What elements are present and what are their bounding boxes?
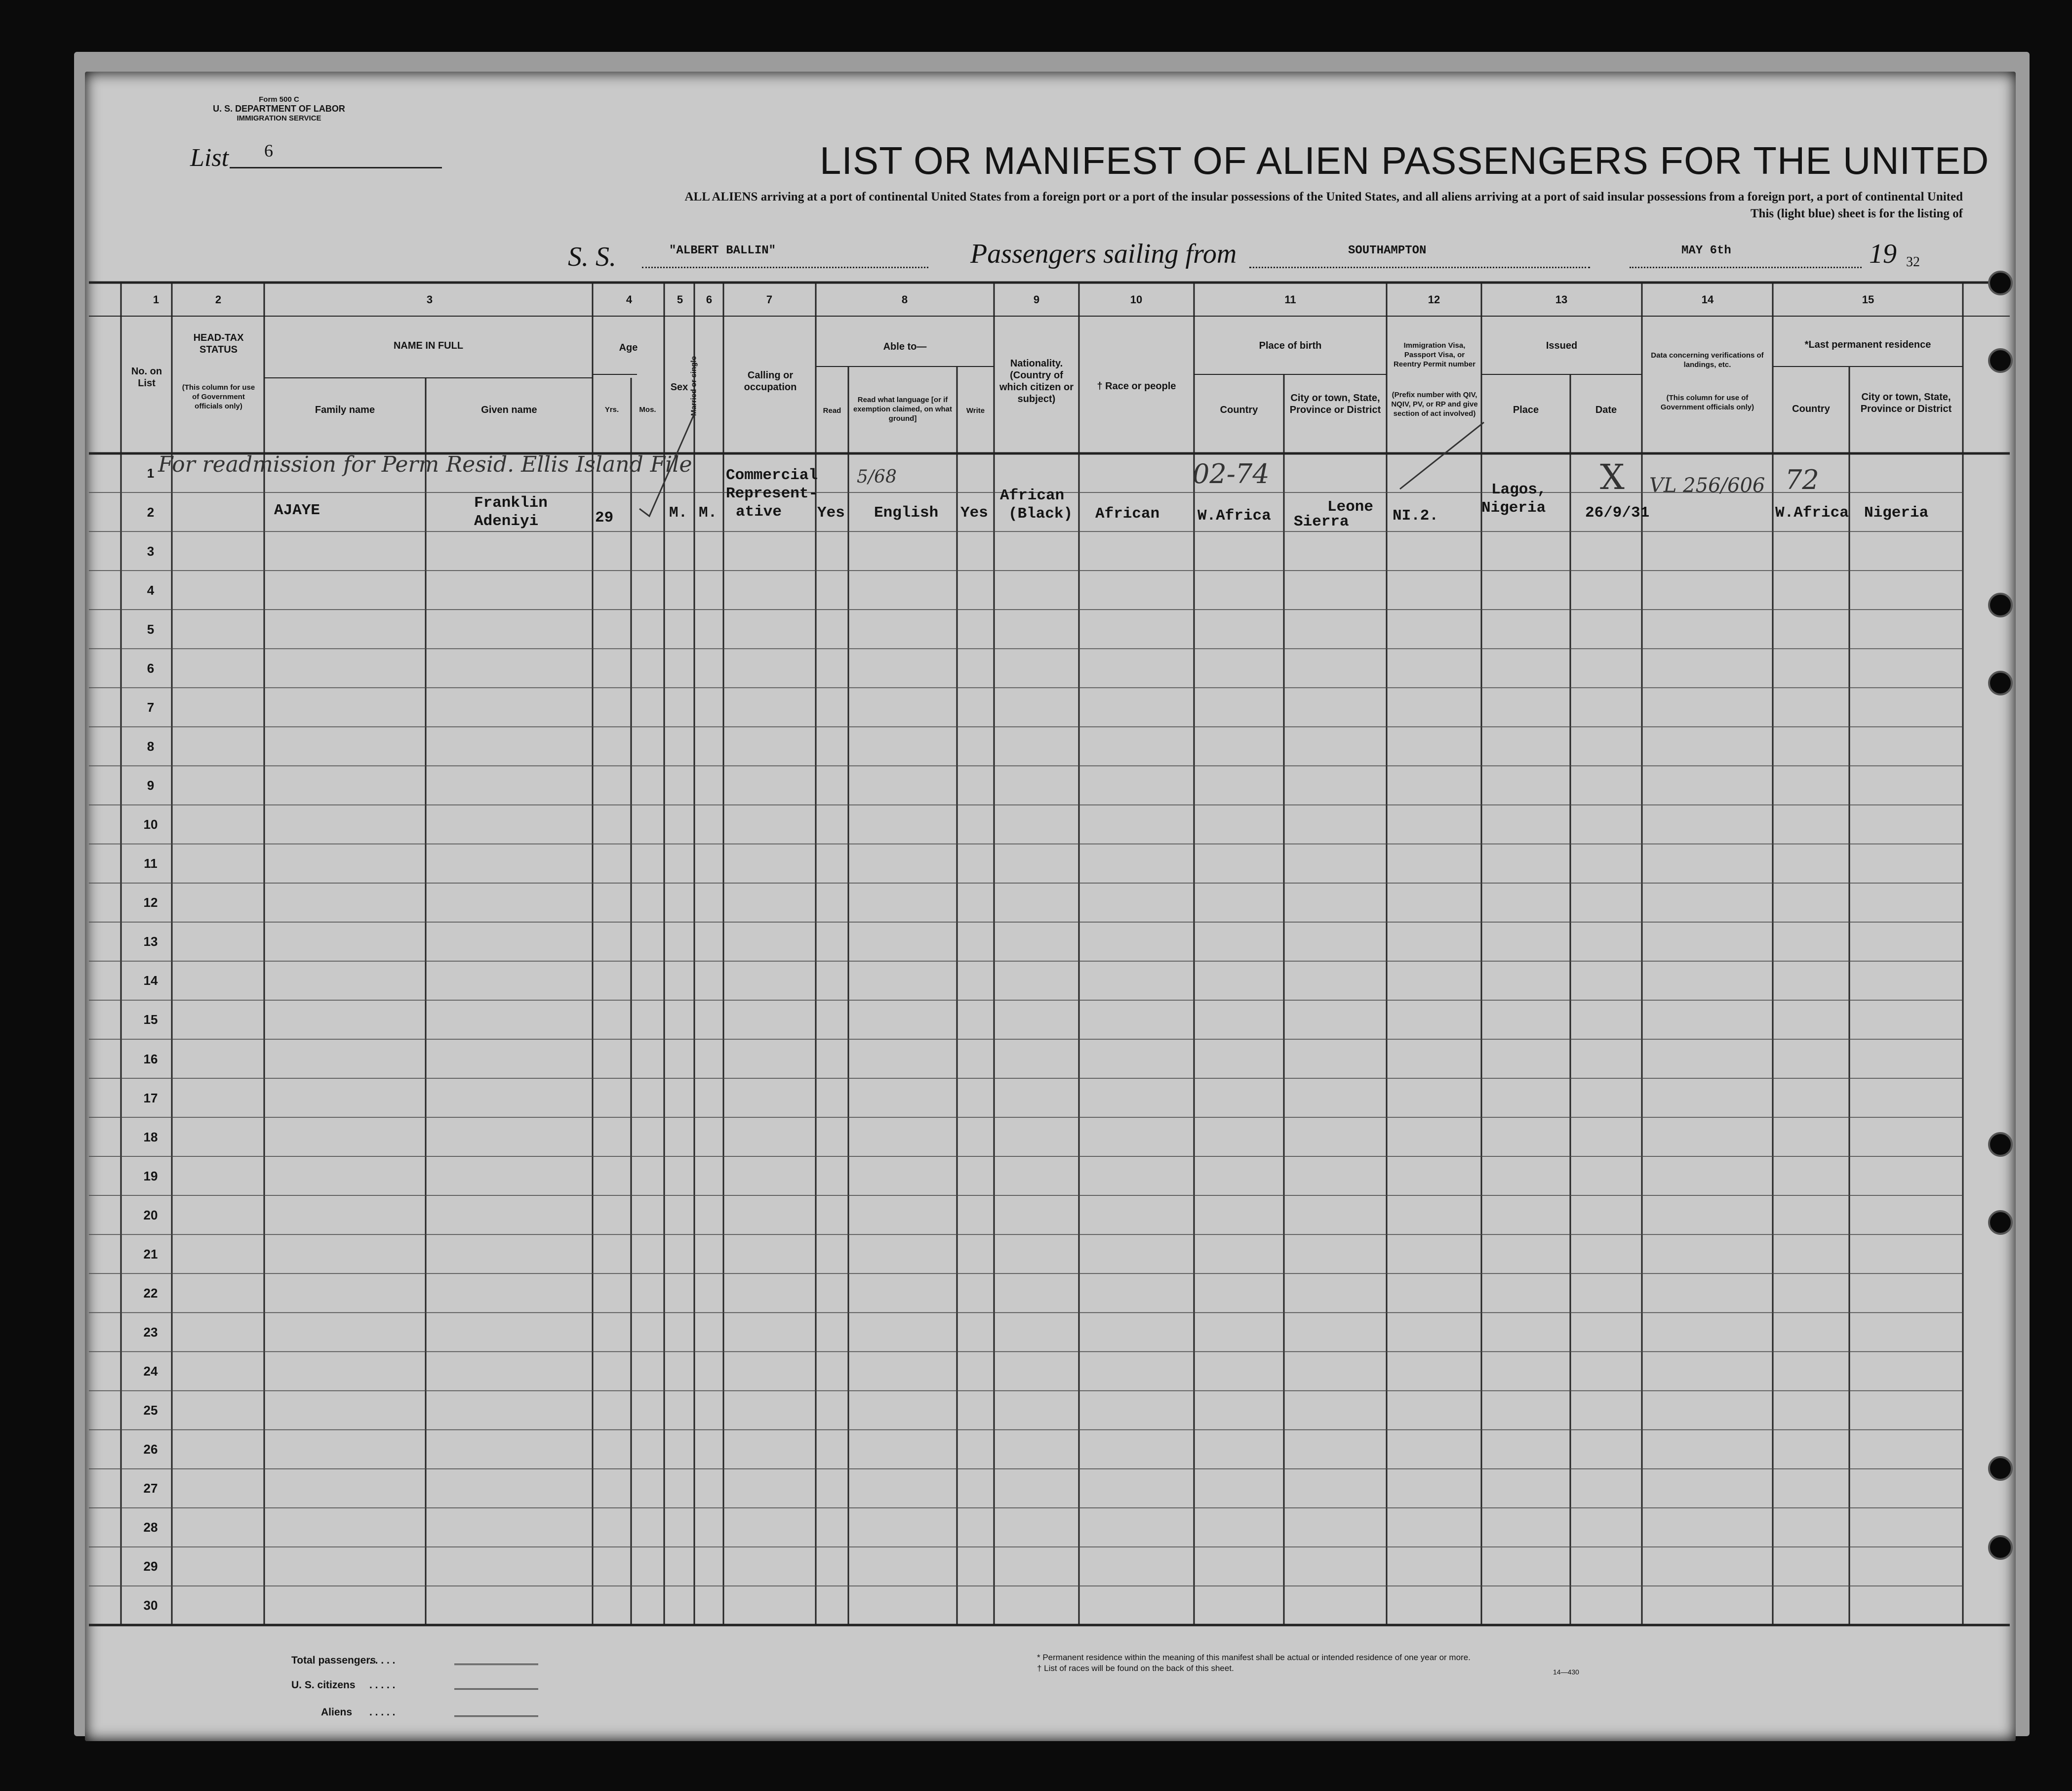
header-given-name: Given name xyxy=(481,405,537,415)
col-num-6: 6 xyxy=(706,293,713,306)
row-number: 2 xyxy=(147,504,155,520)
nationality-line-2: (Black) xyxy=(1008,505,1073,523)
header-pob-city: City or town, State, Province or District xyxy=(1289,393,1381,415)
col-num-4: 4 xyxy=(626,293,633,306)
ship-name: "ALBERT BALLIN" xyxy=(669,244,776,257)
header-last-residence: *Last permanent residence xyxy=(1804,339,1931,350)
year-suffix: 32 xyxy=(1906,254,1920,270)
occupation-line-1: Commercial xyxy=(726,467,818,484)
issued-date: 26/9/31 xyxy=(1585,504,1650,522)
header-place-of-birth: Place of birth xyxy=(1259,340,1322,351)
col-num-3: 3 xyxy=(426,293,433,306)
row-number: 5 xyxy=(147,621,155,637)
birth-country: W.Africa xyxy=(1197,507,1271,525)
header-age-mos: Mos. xyxy=(639,406,656,414)
occupation-line-2: Represent- xyxy=(726,485,818,502)
header-name-in-full: NAME IN FULL xyxy=(393,340,464,351)
handwritten-check-mark xyxy=(637,410,696,519)
row-number: 25 xyxy=(143,1403,158,1418)
col-num-8: 8 xyxy=(901,293,908,306)
year-prefix: 19 xyxy=(1869,239,1897,269)
row-number: 28 xyxy=(143,1520,158,1535)
total-passengers-label: Total passengers xyxy=(291,1655,376,1666)
binder-hole-icon xyxy=(1988,593,2013,617)
row-number: 4 xyxy=(147,582,155,598)
row-number: 16 xyxy=(143,1051,158,1066)
subtitle-line-1: ALL ALIENS arriving at a port of continental United States from a foreign port or a port of the insular possessions of the United States, and all aliens arriving at a port of said insular possessions from a foreign port, a port of continental United xyxy=(684,190,1963,204)
total-passengers-line xyxy=(454,1664,538,1665)
nationality-line-1: African xyxy=(1000,487,1065,504)
col-num-5: 5 xyxy=(677,293,683,306)
row-number: 6 xyxy=(147,660,155,676)
header-read: Read xyxy=(823,407,841,415)
row-number: 11 xyxy=(144,856,158,871)
binder-hole-icon xyxy=(1988,1132,2013,1157)
row-number: 29 xyxy=(143,1559,158,1574)
header-pob-country: Country xyxy=(1220,405,1258,415)
handwritten-readmission-note: For readmission for Perm Resid. Ellis Island File xyxy=(158,452,692,477)
sex: M. xyxy=(669,504,688,522)
binder-hole-icon xyxy=(1988,1535,2013,1560)
page-title: LIST OR MANIFEST OF ALIEN PASSENGERS FOR THE UNITED xyxy=(820,139,1990,182)
visa-number: NI.2. xyxy=(1393,507,1439,525)
header-family-name: Family name xyxy=(315,405,375,415)
list-label: List xyxy=(190,144,229,172)
header-able-to: Able to— xyxy=(883,341,927,352)
row-number: 27 xyxy=(143,1481,158,1496)
col-num-12: 12 xyxy=(1428,293,1440,306)
header-married: Married or single xyxy=(689,356,698,416)
service: IMMIGRATION SERVICE xyxy=(237,114,321,122)
footnote-races: † List of races will be found on the back of this sheet. xyxy=(1037,1664,1234,1673)
list-number: 6 xyxy=(264,141,273,161)
header-visa-note: (Prefix number with QIV, NQIV, PV, or RP and give section of act involved) xyxy=(1391,391,1478,418)
row-number: 10 xyxy=(143,817,158,832)
header-read-language: Read what language [or if exemption claimed, on what ground] xyxy=(853,396,953,423)
col-num-11: 11 xyxy=(1284,293,1296,306)
header-head-tax: HEAD-TAX STATUS xyxy=(193,332,244,355)
form-code: 14—430 xyxy=(1553,1668,1579,1676)
aliens-line xyxy=(454,1715,538,1717)
row-number: 14 xyxy=(143,973,158,988)
race: African xyxy=(1095,505,1160,523)
col-num-1: 1 xyxy=(153,293,159,306)
given-name-line-2: Adeniyi xyxy=(474,513,539,530)
header-race: † Race or people xyxy=(1097,381,1176,392)
col-num-7: 7 xyxy=(766,293,773,306)
row-number: 20 xyxy=(143,1207,158,1222)
handwritten-x-mark: X xyxy=(1600,457,1625,497)
header-no-on-list: No. on List xyxy=(131,366,162,389)
birth-city-line-1: Leone xyxy=(1327,498,1374,516)
row-number: 22 xyxy=(143,1285,158,1301)
department: U. S. DEPARTMENT OF LABOR xyxy=(213,104,345,114)
handwritten-code-02-74: 02-74 xyxy=(1193,458,1270,489)
handwritten-code-vl: VL 256/606 xyxy=(1649,474,1765,497)
header-issued-place: Place xyxy=(1513,405,1539,415)
dot-leader: . . . . . xyxy=(369,1655,396,1666)
col-num-15: 15 xyxy=(1862,293,1874,306)
aliens-label: Aliens xyxy=(321,1707,353,1718)
row-number: 24 xyxy=(143,1364,158,1379)
col-num-10: 10 xyxy=(1130,293,1143,306)
row-number: 13 xyxy=(143,934,158,949)
sailing-date: MAY 6th xyxy=(1681,244,1731,257)
ss-label: S. S. xyxy=(568,242,616,272)
sailing-label: Passengers sailing from xyxy=(970,239,1237,269)
col-num-14: 14 xyxy=(1701,293,1714,306)
row-number: 18 xyxy=(143,1129,158,1144)
row-number: 17 xyxy=(143,1090,158,1105)
header-lr-country: Country xyxy=(1792,404,1830,414)
row-number: 8 xyxy=(147,739,155,754)
given-name-line-1: Franklin xyxy=(474,494,548,512)
row-number: 1 xyxy=(147,465,155,481)
handwritten-code-72: 72 xyxy=(1785,464,1819,495)
us-citizens-label: U. S. citizens xyxy=(291,1679,356,1691)
header-data-concerning: Data concerning verifications of landings, etc. xyxy=(1651,351,1764,369)
row-number: 23 xyxy=(143,1325,158,1340)
row-number: 21 xyxy=(143,1246,158,1262)
col-num-13: 13 xyxy=(1555,293,1568,306)
binder-hole-icon xyxy=(1988,348,2013,373)
marital-status: M. xyxy=(699,504,717,522)
birth-city-line-2: Sierra xyxy=(1294,513,1349,530)
residence-country: W.Africa xyxy=(1775,504,1849,522)
binder-hole-icon xyxy=(1988,1210,2013,1235)
form-number: Form 500 C xyxy=(259,95,299,104)
occupation-line-3: ative xyxy=(736,503,782,521)
header-nationality: Nationality. (Country of which citizen or subject) xyxy=(999,358,1074,405)
row-number: 3 xyxy=(147,543,155,559)
footnote-residence: * Permanent residence within the meaning of this manifest shall be actual or intended residence of one year or more. xyxy=(1037,1653,1471,1662)
header-issued: Issued xyxy=(1546,340,1578,351)
row-number: 15 xyxy=(143,1012,158,1027)
row-number: 19 xyxy=(143,1168,158,1183)
binder-hole-icon xyxy=(1988,671,2013,695)
family-name: AJAYE xyxy=(274,502,320,519)
header-visa: Immigration Visa, Passport Visa, or Reentry Permit number xyxy=(1394,341,1475,368)
departure-port: SOUTHAMPTON xyxy=(1348,244,1427,257)
dot-leader: . . . . . xyxy=(369,1679,396,1691)
col-num-9: 9 xyxy=(1033,293,1040,306)
row-number: 7 xyxy=(147,699,155,715)
header-issued-date: Date xyxy=(1595,405,1617,415)
read-language: English xyxy=(874,504,939,522)
row-number: 12 xyxy=(143,895,158,910)
handwritten-code-read: 5/68 xyxy=(857,467,897,487)
binder-hole-icon xyxy=(1988,1456,2013,1481)
issued-place-line-1: Lagos, xyxy=(1491,481,1547,498)
subtitle-line-2: This (light blue) sheet is for the listing of xyxy=(1750,207,1963,220)
able-to-write: Yes xyxy=(960,504,988,522)
able-to-read: Yes xyxy=(817,504,845,522)
issued-place-line-2: Nigeria xyxy=(1481,499,1546,517)
row-number: 30 xyxy=(143,1598,158,1613)
header-lr-city: City or town, State, Province or District xyxy=(1860,392,1952,414)
us-citizens-line xyxy=(454,1688,538,1690)
handwritten-diagonal-mark xyxy=(1397,420,1486,494)
header-age: Age xyxy=(619,342,638,353)
header-age-yrs: Yrs. xyxy=(604,406,619,414)
dot-leader: . . . . . xyxy=(369,1707,396,1718)
header-sex: Sex xyxy=(670,382,688,393)
age-years: 29 xyxy=(595,509,614,527)
binder-hole-icon xyxy=(1988,271,2013,295)
col-num-2: 2 xyxy=(215,293,222,306)
header-write: Write xyxy=(966,407,985,415)
residence-city: Nigeria xyxy=(1864,504,1929,522)
header-calling: Calling or occupation xyxy=(744,370,797,393)
row-number: 26 xyxy=(143,1442,158,1457)
header-data-note: (This column for use of Government officials only) xyxy=(1660,394,1754,411)
row-number: 9 xyxy=(147,778,155,793)
header-head-tax-note: (This column for use of Government officials only) xyxy=(182,383,255,410)
